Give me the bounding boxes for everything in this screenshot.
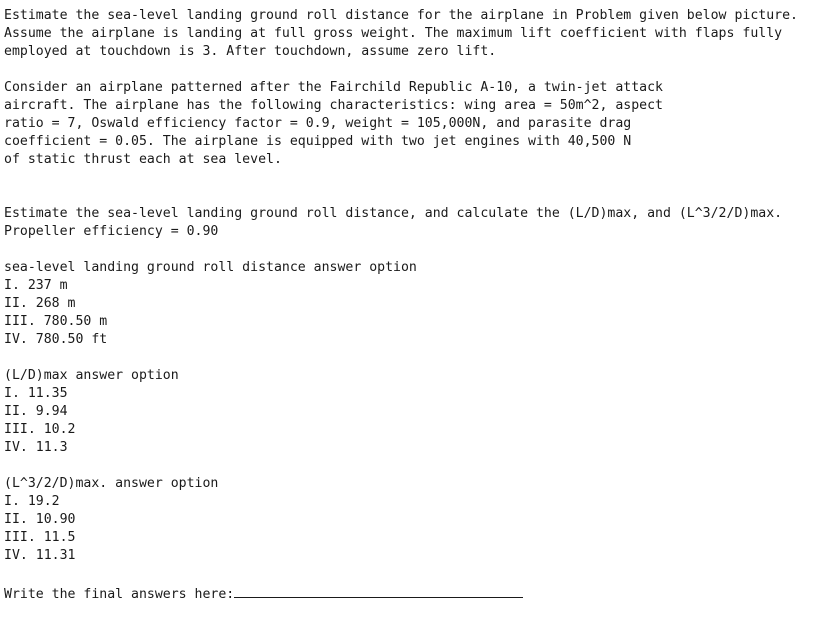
final-answer-prompt: Write the final answers here: <box>4 587 235 602</box>
answer-option: III. 10.2 <box>4 422 76 437</box>
problem-line: aircraft. The airplane has the following characteristics: wing area = 50m^2, aspect <box>4 98 663 113</box>
problem-line: of static thrust each at sea level. <box>4 152 282 167</box>
answer-option: I. 11.35 <box>4 386 68 401</box>
answer-option: IV. 11.31 <box>4 548 76 563</box>
intro-line: Assume the airplane is landing at full gross weight. The maximum lift coefficient with flaps fully <box>4 26 783 41</box>
task-line: Propeller efficiency = 0.90 <box>4 224 219 239</box>
question-title: (L/D)max answer option <box>4 368 179 383</box>
final-answer-blank[interactable] <box>234 583 523 598</box>
task-line: Estimate the sea-level landing ground roll distance, and calculate the (L/D)max, and (L^3/2/D)max. <box>4 206 783 221</box>
question-ground-roll <box>4 259 820 349</box>
document <box>4 7 820 601</box>
final-answer-row <box>4 583 820 601</box>
intro-paragraph <box>4 7 820 61</box>
task-paragraph <box>4 205 820 241</box>
answer-option: IV. 11.3 <box>4 440 68 455</box>
answer-option: II. 9.94 <box>4 404 68 419</box>
answer-option: IV. 780.50 ft <box>4 332 108 347</box>
answer-option: I. 19.2 <box>4 494 60 509</box>
answer-option: I. 237 m <box>4 278 68 293</box>
intro-line: Estimate the sea-level landing ground roll distance for the airplane in Problem given below picture. <box>4 8 798 23</box>
question-title: sea-level landing ground roll distance answer option <box>4 260 417 275</box>
problem-line: Consider an airplane patterned after the Fairchild Republic A-10, a twin-jet attack <box>4 80 663 95</box>
answer-option: III. 780.50 m <box>4 314 108 329</box>
question-l32d-max <box>4 475 820 565</box>
question-ld-max <box>4 367 820 457</box>
question-title: (L^3/2/D)max. answer option <box>4 476 219 491</box>
answer-option: III. 11.5 <box>4 530 76 545</box>
problem-paragraph <box>4 79 820 169</box>
answer-option: II. 10.90 <box>4 512 76 527</box>
problem-line: ratio = 7, Oswald efficiency factor = 0.9, weight = 105,000N, and parasite drag <box>4 116 632 131</box>
problem-line: coefficient = 0.05. The airplane is equipped with two jet engines with 40,500 N <box>4 134 632 149</box>
answer-option: II. 268 m <box>4 296 76 311</box>
intro-line: employed at touchdown is 3. After touchdown, assume zero lift. <box>4 44 497 59</box>
